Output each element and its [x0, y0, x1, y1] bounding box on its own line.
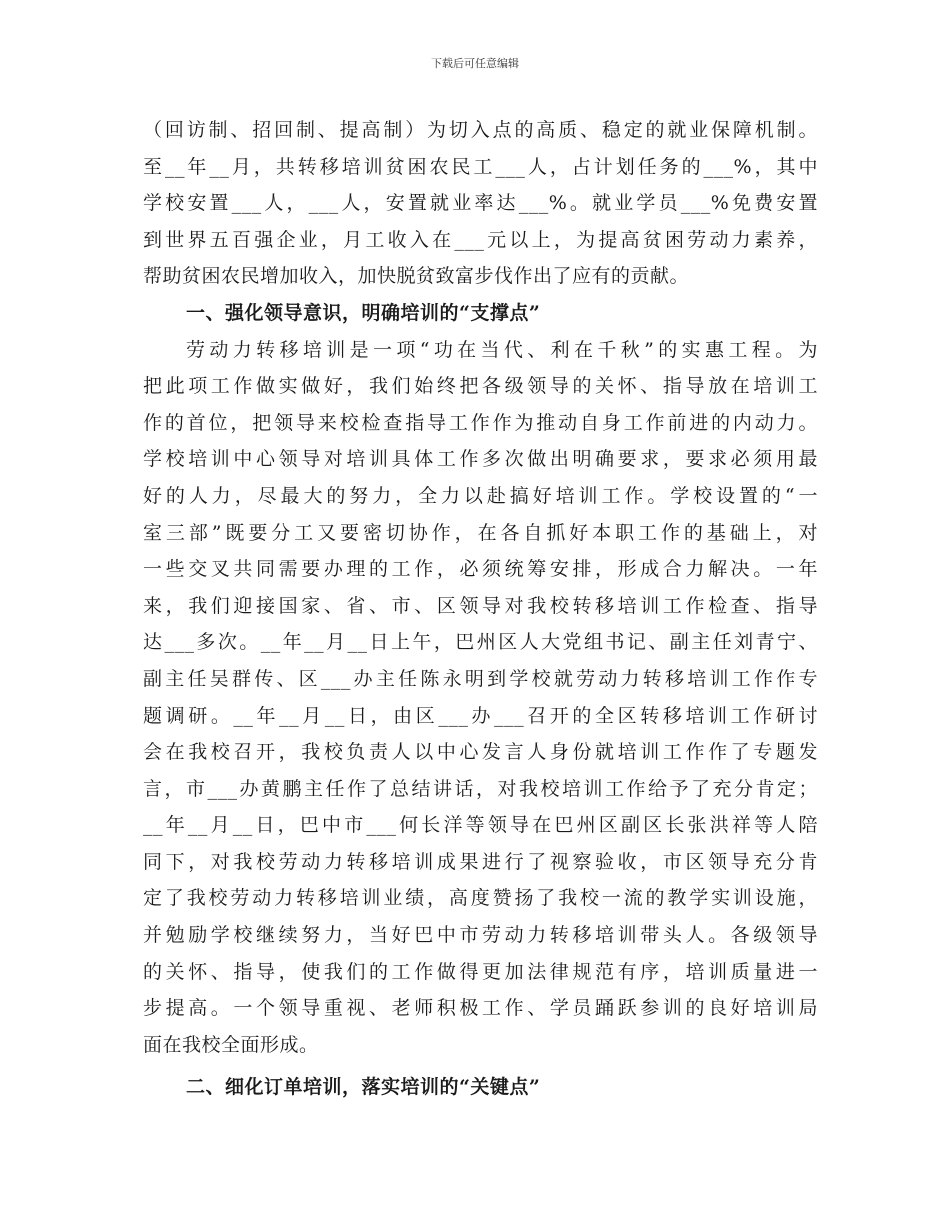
text-line: __年__月__日，巴中市___何长洋等领导在巴州区副区长张洪祥等人陪 [143, 814, 818, 837]
text-line: 学校培训中心领导对培训具体工作多次做出明确要求，要求必须用最 [143, 448, 818, 471]
text-line: 学校安置___人，___人，安置就业率达___%。就业学员___%免费安置 [143, 192, 818, 215]
text-line: 同下，对我校劳动力转移培训成果进行了视察验收，市区领导充分肯 [143, 850, 818, 873]
header-note: 下载后可任意编辑 [431, 57, 519, 70]
text-line: 一些交叉共同需要办理的工作，必须统筹安排，形成合力解决。一年 [143, 558, 818, 581]
text-line: 的关怀、指导，使我们的工作做得更加法律规范有序，培训质量进一 [143, 960, 818, 983]
text-line: 作的首位，把领导来校检查指导工作作为推动自身工作前进的内动力。 [143, 411, 818, 434]
text-line: 把此项工作做实做好，我们始终把各级领导的关怀、指导放在培训工 [143, 375, 818, 398]
text-line: 来，我们迎接国家、省、市、区领导对我校转移培训工作检查、指导 [143, 594, 818, 617]
text-line: 帮助贫困农民增加收入，加快脱贫致富步伐作出了应有的贡献。 [143, 265, 690, 288]
text-line: 言，市___办黄鹏主任作了总结讲话，对我校培训工作给予了充分肯定； [143, 777, 818, 800]
text-line: 步提高。一个领导重视、老师积极工作、学员踊跃参训的良好培训局 [143, 997, 818, 1020]
text-line: 并勉励学校继续努力，当好巴中市劳动力转移培训带头人。各级领导 [143, 924, 818, 947]
text-line: 副主任吴群传、区___办主任陈永明到学校就劳动力转移培训工作作专 [143, 667, 818, 690]
text-line: 题调研。__年__月__日，由区___办___召开的全区转移培训工作研讨 [143, 704, 818, 727]
section-heading-1: 一、强化领导意识，明确培训的“支撑点” [186, 301, 541, 324]
text-line: 到世界五百强企业，月工收入在___元以上，为提高贫困劳动力素养， [143, 228, 818, 251]
text-line: 室三部”既要分工又要密切协作，在各自抓好本职工作的基础上，对 [143, 521, 818, 544]
document-body [143, 112, 818, 1106]
text-line: 达___多次。__年__月__日上午，巴州区人大党组书记、副主任刘青宁、 [143, 631, 818, 654]
text-line: 定了我校劳动力转移培训业绩，高度赞扬了我校一流的教学实训设施， [143, 887, 818, 910]
text-line: 劳动力转移培训是一项“功在当代、利在千秋”的实惠工程。为 [186, 338, 818, 361]
section-heading-2: 二、细化订单培训，落实培训的“关键点” [186, 1076, 541, 1099]
text-line: （回访制、招回制、提高制）为切入点的高质、稳定的就业保障机制。 [143, 119, 818, 141]
text-line: 好的人力，尽最大的努力，全力以赴搞好培训工作。学校设置的“一 [143, 484, 818, 507]
text-line: 面在我校全面形成。 [143, 1033, 319, 1056]
text-line: 会在我校召开，我校负责人以中心发言人身份就培训工作作了专题发 [143, 741, 818, 764]
text-line: 至__年__月，共转移培训贫困农民工___人，占计划任务的___%，其中 [143, 155, 818, 178]
